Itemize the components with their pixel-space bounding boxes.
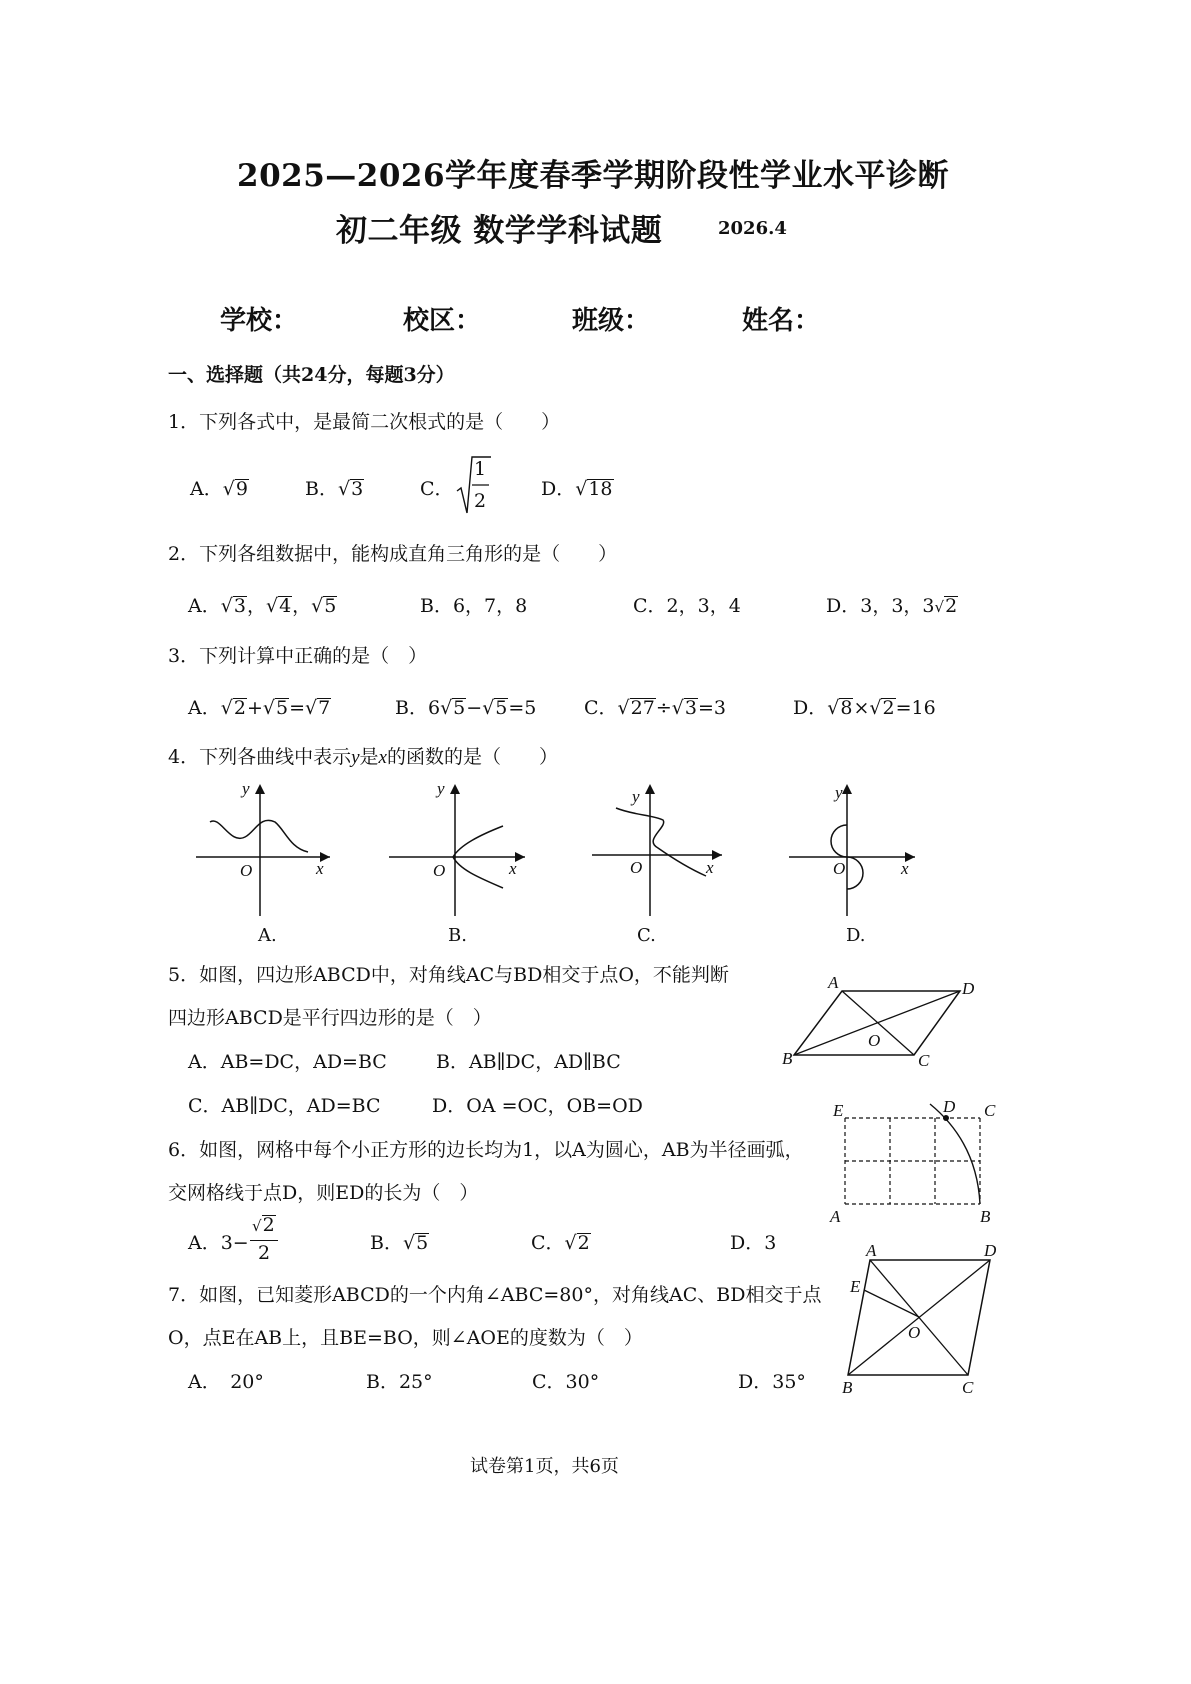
q5-option-c: C．AB∥DC，AD=BC	[188, 1095, 381, 1117]
q1-option-c-denominator: 2	[474, 490, 487, 512]
q4a-origin-label: O	[240, 861, 253, 880]
q4c-y-label: y	[632, 787, 640, 806]
q2-option-c: C．2，3，4	[633, 595, 741, 617]
school-field-label: 学校：	[220, 306, 299, 336]
section-title: 一、选择题（共24分，每题3分）	[168, 364, 455, 386]
q6-option-a-text: A．3−	[188, 1232, 249, 1254]
q1-option-d: D．√18	[541, 478, 613, 500]
question-4-stem: 4．下列各曲线中表示y是x的函数的是（ ）	[168, 746, 558, 768]
q4-graph-a	[190, 780, 340, 920]
q5-option-b: B．AB∥DC，AD∥BC	[436, 1051, 621, 1073]
q4c-x-label: x	[706, 858, 714, 877]
q5-option-d: D．OA =OC，OB=OD	[432, 1095, 643, 1117]
q6-label-a: A	[830, 1207, 841, 1226]
exam-date: 2026.4	[718, 218, 787, 239]
q2-option-a: A．√3，√4，√5	[188, 595, 337, 617]
q4-caption-c: C.	[637, 925, 656, 946]
q7-label-a: A	[866, 1241, 877, 1260]
q4-caption-b: B.	[448, 925, 467, 946]
q6-option-a-denominator: 2	[258, 1242, 271, 1264]
q6-option-b: B．√5	[370, 1232, 429, 1254]
q7-label-d: D	[984, 1241, 997, 1260]
q4-caption-a: A.	[258, 925, 277, 946]
question-1-stem: 1．下列各式中，是最简二次根式的是（ ）	[168, 411, 561, 433]
name-field-label: 姓名：	[742, 306, 821, 336]
q3-option-b: B．6√5−√5=5	[395, 697, 537, 719]
q3-option-c: C．√27÷√3=3	[584, 697, 726, 719]
q7-label-c: C	[962, 1378, 974, 1397]
q7-label-e: E	[850, 1277, 861, 1296]
q4b-origin-label: O	[433, 861, 446, 880]
q6-label-c: C	[984, 1101, 996, 1120]
question-6-stem-line2: 交网格线于点D，则ED的长为（ ）	[168, 1182, 479, 1204]
question-5-stem-line2: 四边形ABCD是平行四边形的是（ ）	[168, 1007, 492, 1029]
q5-label-d: D	[962, 979, 975, 998]
question-7-stem-line1: 7．如图，已知菱形ABCD的一个内角∠ABC=80°，对角线AC、BD相交于点	[168, 1284, 822, 1306]
page-footer: 试卷第1页，共6页	[470, 1456, 619, 1477]
q4b-y-label: y	[437, 779, 445, 798]
question-3-stem: 3．下列计算中正确的是（ ）	[168, 645, 428, 667]
q5-parallelogram-figure	[778, 972, 988, 1072]
q1-option-b: B．√3	[305, 478, 364, 500]
q3-option-a: A．√2+√5=√7	[188, 697, 331, 719]
q2-option-d: D．3，3，3√2	[826, 595, 958, 617]
q4b-x-label: x	[509, 859, 517, 878]
q7-option-c: C．30°	[532, 1371, 600, 1393]
q7-label-o: O	[908, 1323, 921, 1342]
question-2-stem: 2．下列各组数据中，能构成直角三角形的是（ ）	[168, 543, 618, 565]
q4a-y-label: y	[242, 779, 250, 798]
q5-label-b: B	[782, 1049, 793, 1068]
q1-option-c-numerator: 1	[474, 458, 487, 480]
campus-field-label: 校区：	[403, 306, 482, 336]
q6-option-a-fraction-bar	[250, 1240, 278, 1241]
q4d-origin-label: O	[833, 859, 846, 878]
q5-option-a: A．AB=DC，AD=BC	[188, 1051, 387, 1073]
q6-grid-figure	[828, 1096, 1003, 1226]
q6-option-c: C．√2	[531, 1232, 590, 1254]
q4-graph-c	[588, 780, 738, 920]
q4c-origin-label: O	[630, 858, 643, 877]
q6-label-d: D	[943, 1097, 956, 1116]
q7-label-b: B	[842, 1378, 853, 1397]
q1-option-c-label: C．	[420, 478, 454, 500]
q6-label-b: B	[980, 1207, 991, 1226]
question-7-stem-line2: O，点E在AB上，且BE=BO，则∠AOE的度数为（ ）	[168, 1327, 643, 1349]
q6-option-d: D．3	[730, 1232, 777, 1254]
q5-label-c: C	[918, 1051, 930, 1070]
q5-label-o: O	[868, 1031, 881, 1050]
q5-label-a: A	[828, 973, 839, 992]
q7-option-b: B．25°	[366, 1371, 433, 1393]
q4-caption-d: D.	[846, 925, 866, 946]
class-field-label: 班级：	[572, 306, 651, 336]
q7-option-a: A． 20°	[188, 1371, 264, 1393]
exam-subtitle: 初二年级 数学学科试题	[336, 213, 663, 249]
exam-title: 2025—2026学年度春季学期阶段性学业水平诊断	[237, 158, 950, 194]
q4-graph-d	[785, 780, 935, 920]
q1-option-a: A．√9	[190, 478, 248, 500]
q4-graph-b	[385, 780, 535, 920]
q6-label-e: E	[833, 1101, 844, 1120]
q3-option-d: D．√8×√2=16	[793, 697, 936, 719]
question-5-stem-line1: 5．如图，四边形ABCD中，对角线AC与BD相交于点O，不能判断	[168, 964, 729, 986]
q4d-y-label: y	[835, 783, 843, 802]
q7-rhombus-figure	[838, 1240, 1008, 1400]
q7-option-d: D．35°	[738, 1371, 806, 1393]
q4d-x-label: x	[901, 859, 909, 878]
q4a-x-label: x	[316, 859, 324, 878]
q2-option-b: B．6，7，8	[420, 595, 528, 617]
q6-option-a-numerator: √2	[252, 1214, 275, 1236]
question-6-stem-line1: 6．如图，网格中每个小正方形的边长均为1，以A为圆心，AB为半径画弧，	[168, 1139, 804, 1161]
